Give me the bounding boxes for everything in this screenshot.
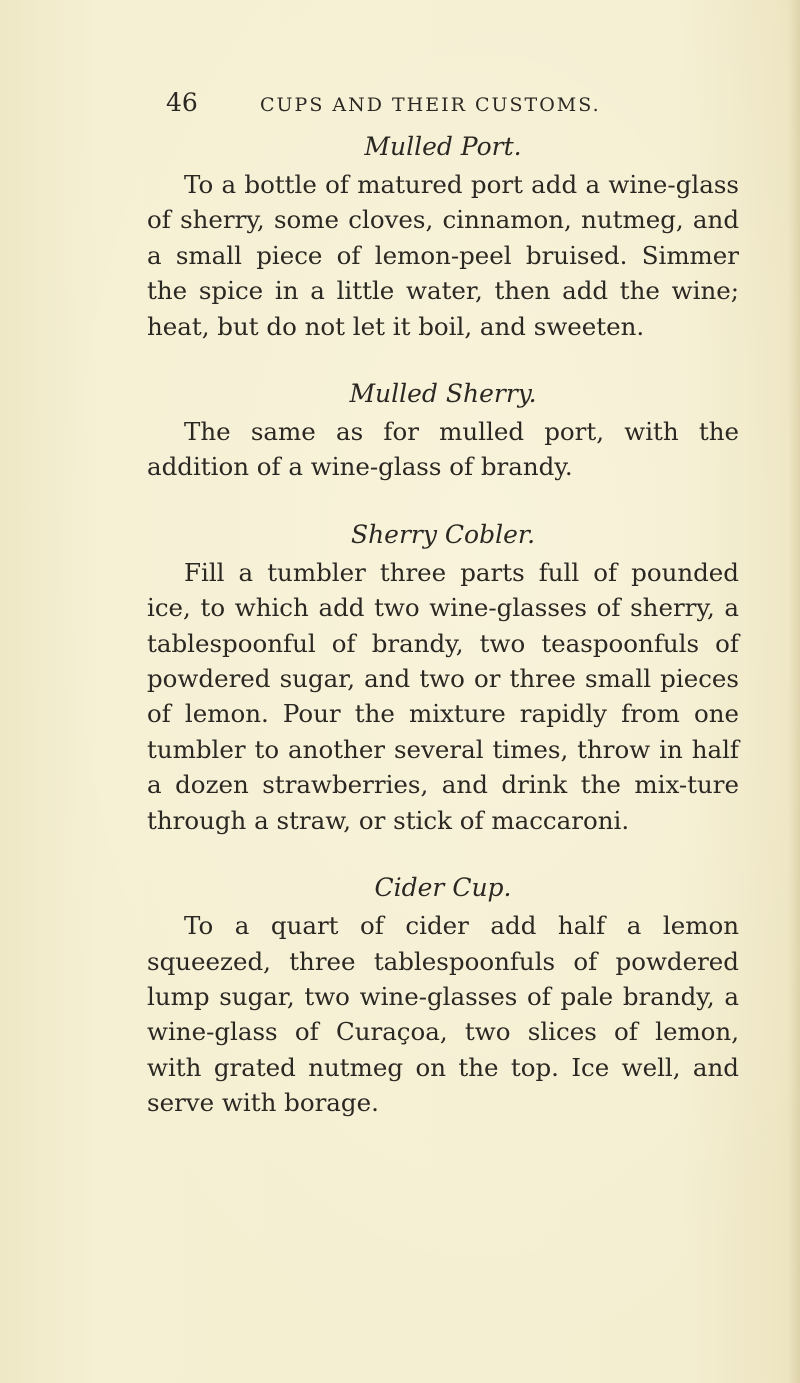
recipe-body: The same as for mulled port, with the addition of a wine-glass of brandy. (147, 417, 739, 482)
page-edge-shadow (788, 0, 800, 1383)
recipe-list (147, 127, 739, 1121)
recipe-body: To a bottle of matured port add a wine-glass of sherry, some cloves, cinnamon, nutmeg, and a small piece of lemon-peel bruised. Simmer the spice in a little water, then add the wine; heat, but do not let it boil, and sweeten. (147, 170, 739, 341)
recipe-sherry-cobler (147, 515, 739, 838)
recipe-title: Cider Cup. (374, 873, 512, 903)
recipe-mulled-sherry (147, 374, 739, 485)
recipe-body: To a quart of cider add half a lemon squeezed, three tablespoonfuls of powdered lump sugar, two wine-glasses of pale brandy, a wine-glass of Curaçoa, two slices of lemon, with grated nutmeg on the top. Ice well, and serve with borage. (147, 911, 739, 1118)
recipe-body: Fill a tumbler three parts full of pounded ice, to which add two wine-glasses of sherry, a tablespoonful of brandy, two teaspoonfuls of powdered sugar, and two or three small pieces of lemon. Pour the mixture rapidly from one tumbler to another several times, throw in half a dozen strawberries, and drink the mix-ture through a straw, or stick of maccaroni. (147, 557, 739, 835)
recipe-cider-cup (147, 868, 739, 1120)
recipe-title: Mulled Port. (364, 132, 522, 161)
recipe-title: Sherry Cobler. (350, 519, 536, 549)
page-number: 46 (166, 88, 198, 117)
recipe-mulled-port (147, 127, 739, 344)
running-title: CUPS AND THEIR CUSTOMS. (260, 94, 601, 116)
running-head (0, 88, 800, 118)
recipe-title: Mulled Sherry. (349, 379, 537, 409)
